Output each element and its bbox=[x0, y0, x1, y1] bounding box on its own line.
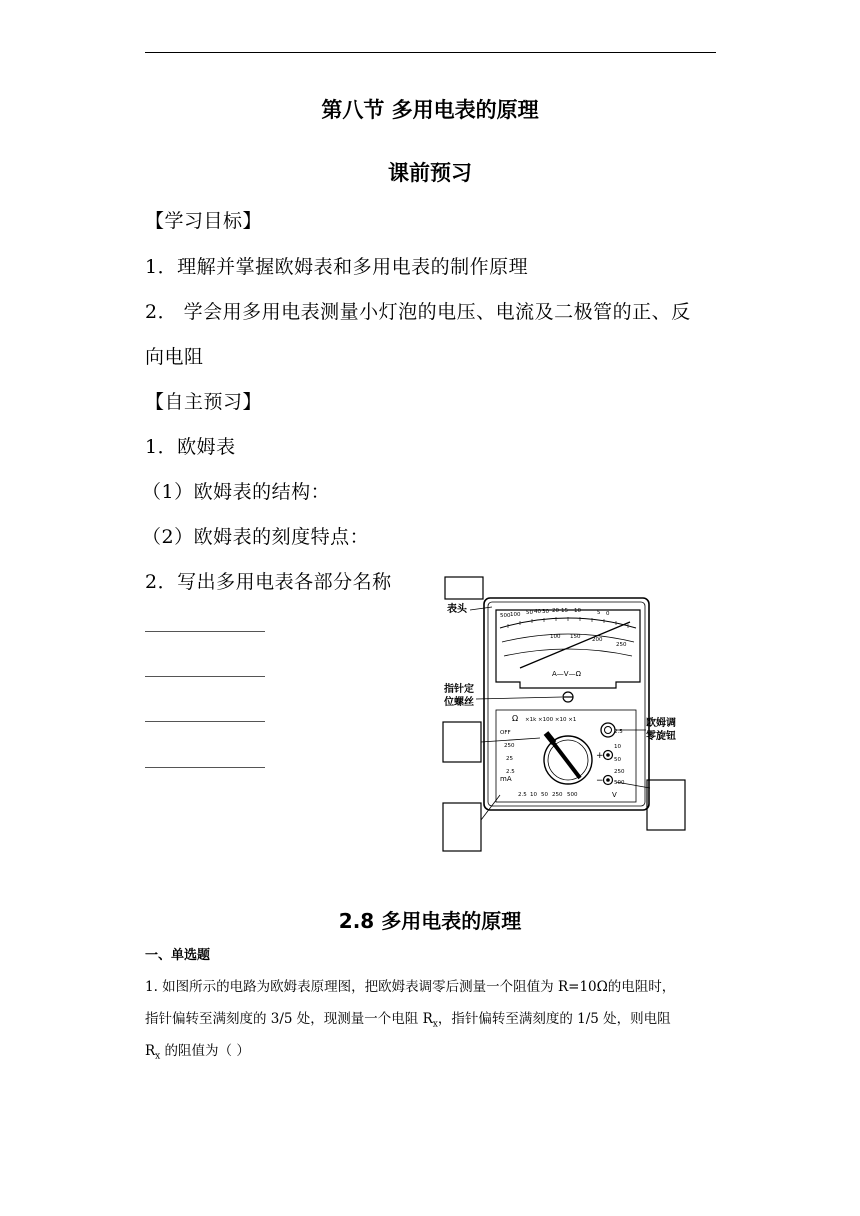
scale-mid-0: 100 bbox=[550, 634, 561, 640]
selector-bottom-3: 250 bbox=[552, 792, 563, 798]
scale-top-6: 15 bbox=[561, 608, 568, 614]
answer-blank-1 bbox=[145, 631, 265, 632]
scale-mid-1: 150 bbox=[570, 634, 581, 640]
answer-blank-3 bbox=[145, 721, 265, 722]
answer-blank-2 bbox=[145, 676, 265, 677]
selector-left-0: OFF bbox=[500, 730, 511, 736]
section2-title: 2.8 多用电表的原理 bbox=[338, 909, 522, 933]
question-1-line-1: 1. 如图所示的电路为欧姆表原理图，把欧姆表调零后测量一个阻值为 R=10Ω的电阻时， bbox=[145, 979, 676, 995]
label-box-left bbox=[443, 722, 481, 762]
preview-heading: 【自主预习】 bbox=[145, 391, 263, 413]
selector-bottom-0: 2.5 bbox=[518, 792, 527, 798]
preview-item-1-sub-2: （2）欧姆表的刻度特点： bbox=[142, 526, 370, 548]
label-box-top bbox=[445, 577, 483, 599]
unit-v: V bbox=[612, 791, 617, 799]
objective-item-2: 2． 学会用多用电表测量小灯泡的电压、电流及二极管的正、反 bbox=[145, 301, 691, 323]
section2-subheading: 一、单选题 bbox=[145, 948, 211, 963]
selector-bottom-4: 500 bbox=[567, 792, 578, 798]
scale-mid-2: 200 bbox=[592, 637, 603, 643]
selector-right-1: 10 bbox=[614, 744, 621, 750]
meter-needle bbox=[520, 622, 630, 668]
scale-top-3: 40 bbox=[534, 609, 541, 615]
selector-bottom-1: 10 bbox=[530, 792, 537, 798]
section-subtitle: 课前预习 bbox=[388, 161, 472, 185]
scale-top-5: 20 bbox=[552, 608, 559, 614]
label-ohm-knob-1: 欧姆调 bbox=[646, 718, 676, 729]
selector-top-label: ×1k ×100 ×10 ×1 bbox=[525, 717, 577, 723]
terminal-minus-label: − bbox=[596, 776, 604, 786]
unit-omega: Ω bbox=[512, 714, 519, 723]
scale-top-1: 100 bbox=[510, 612, 521, 618]
scale-top-0: 500 bbox=[500, 613, 511, 619]
unit-ma: mA bbox=[500, 775, 512, 783]
preview-item-1: 1．欧姆表 bbox=[145, 436, 236, 458]
multimeter-figure bbox=[440, 570, 690, 860]
question-1-line-3: $R_x$ 的阻值为（ ） bbox=[145, 1043, 250, 1062]
label-head: 表头 bbox=[447, 604, 467, 615]
selector-right-4: 500 bbox=[614, 780, 625, 786]
objectives-heading: 【学习目标】 bbox=[145, 210, 263, 232]
ohm-zero-knob-icon bbox=[601, 723, 615, 737]
selector-right-0: 2.5 bbox=[614, 729, 623, 735]
selector-right-2: 50 bbox=[614, 757, 621, 763]
selector-left-2: 25 bbox=[506, 756, 513, 762]
scale-top-4: 30 bbox=[542, 609, 549, 615]
scale-top-8: 5 bbox=[597, 610, 601, 616]
answer-blank-4 bbox=[145, 767, 265, 768]
label-ohm-knob-2: 零旋钮 bbox=[646, 731, 676, 742]
label-box-bottom-right bbox=[647, 780, 685, 830]
scale-top-7: 10 bbox=[574, 608, 581, 614]
selector-left-1: 250 bbox=[504, 743, 515, 749]
dial-label: A—V—Ω bbox=[552, 670, 581, 678]
label-pointer-screw-2: 位螺丝 bbox=[444, 697, 474, 708]
scale-mid-3: 250 bbox=[616, 642, 627, 648]
preview-item-1-sub-1: （1）欧姆表的结构： bbox=[142, 481, 331, 503]
preview-item-2: 2．写出多用电表各部分名称 bbox=[145, 571, 392, 593]
chapter-title: 第八节 多用电表的原理 bbox=[321, 98, 539, 122]
objective-item-1: 1．理解并掌握欧姆表和多用电表的制作原理 bbox=[145, 256, 529, 278]
scale-top-9: 0 bbox=[606, 611, 610, 617]
selector-right-3: 250 bbox=[614, 769, 625, 775]
selector-left-3: 2.5 bbox=[506, 769, 515, 775]
terminal-plus-label: + bbox=[596, 751, 604, 761]
label-box-bottom-left bbox=[443, 803, 481, 851]
label-pointer-screw-1: 指针定 bbox=[444, 684, 474, 695]
header-rule bbox=[145, 52, 716, 53]
selector-bottom-2: 50 bbox=[541, 792, 548, 798]
scale-top-2: 50 bbox=[526, 610, 533, 616]
objective-item-2-cont: 向电阻 bbox=[145, 346, 204, 368]
question-1-line-2: 指针偏转至满刻度的 3/5 处，现测量一个电阻 $R_x$，指针偏转至满刻度的 1/5 处，则电阻 bbox=[145, 1011, 671, 1030]
